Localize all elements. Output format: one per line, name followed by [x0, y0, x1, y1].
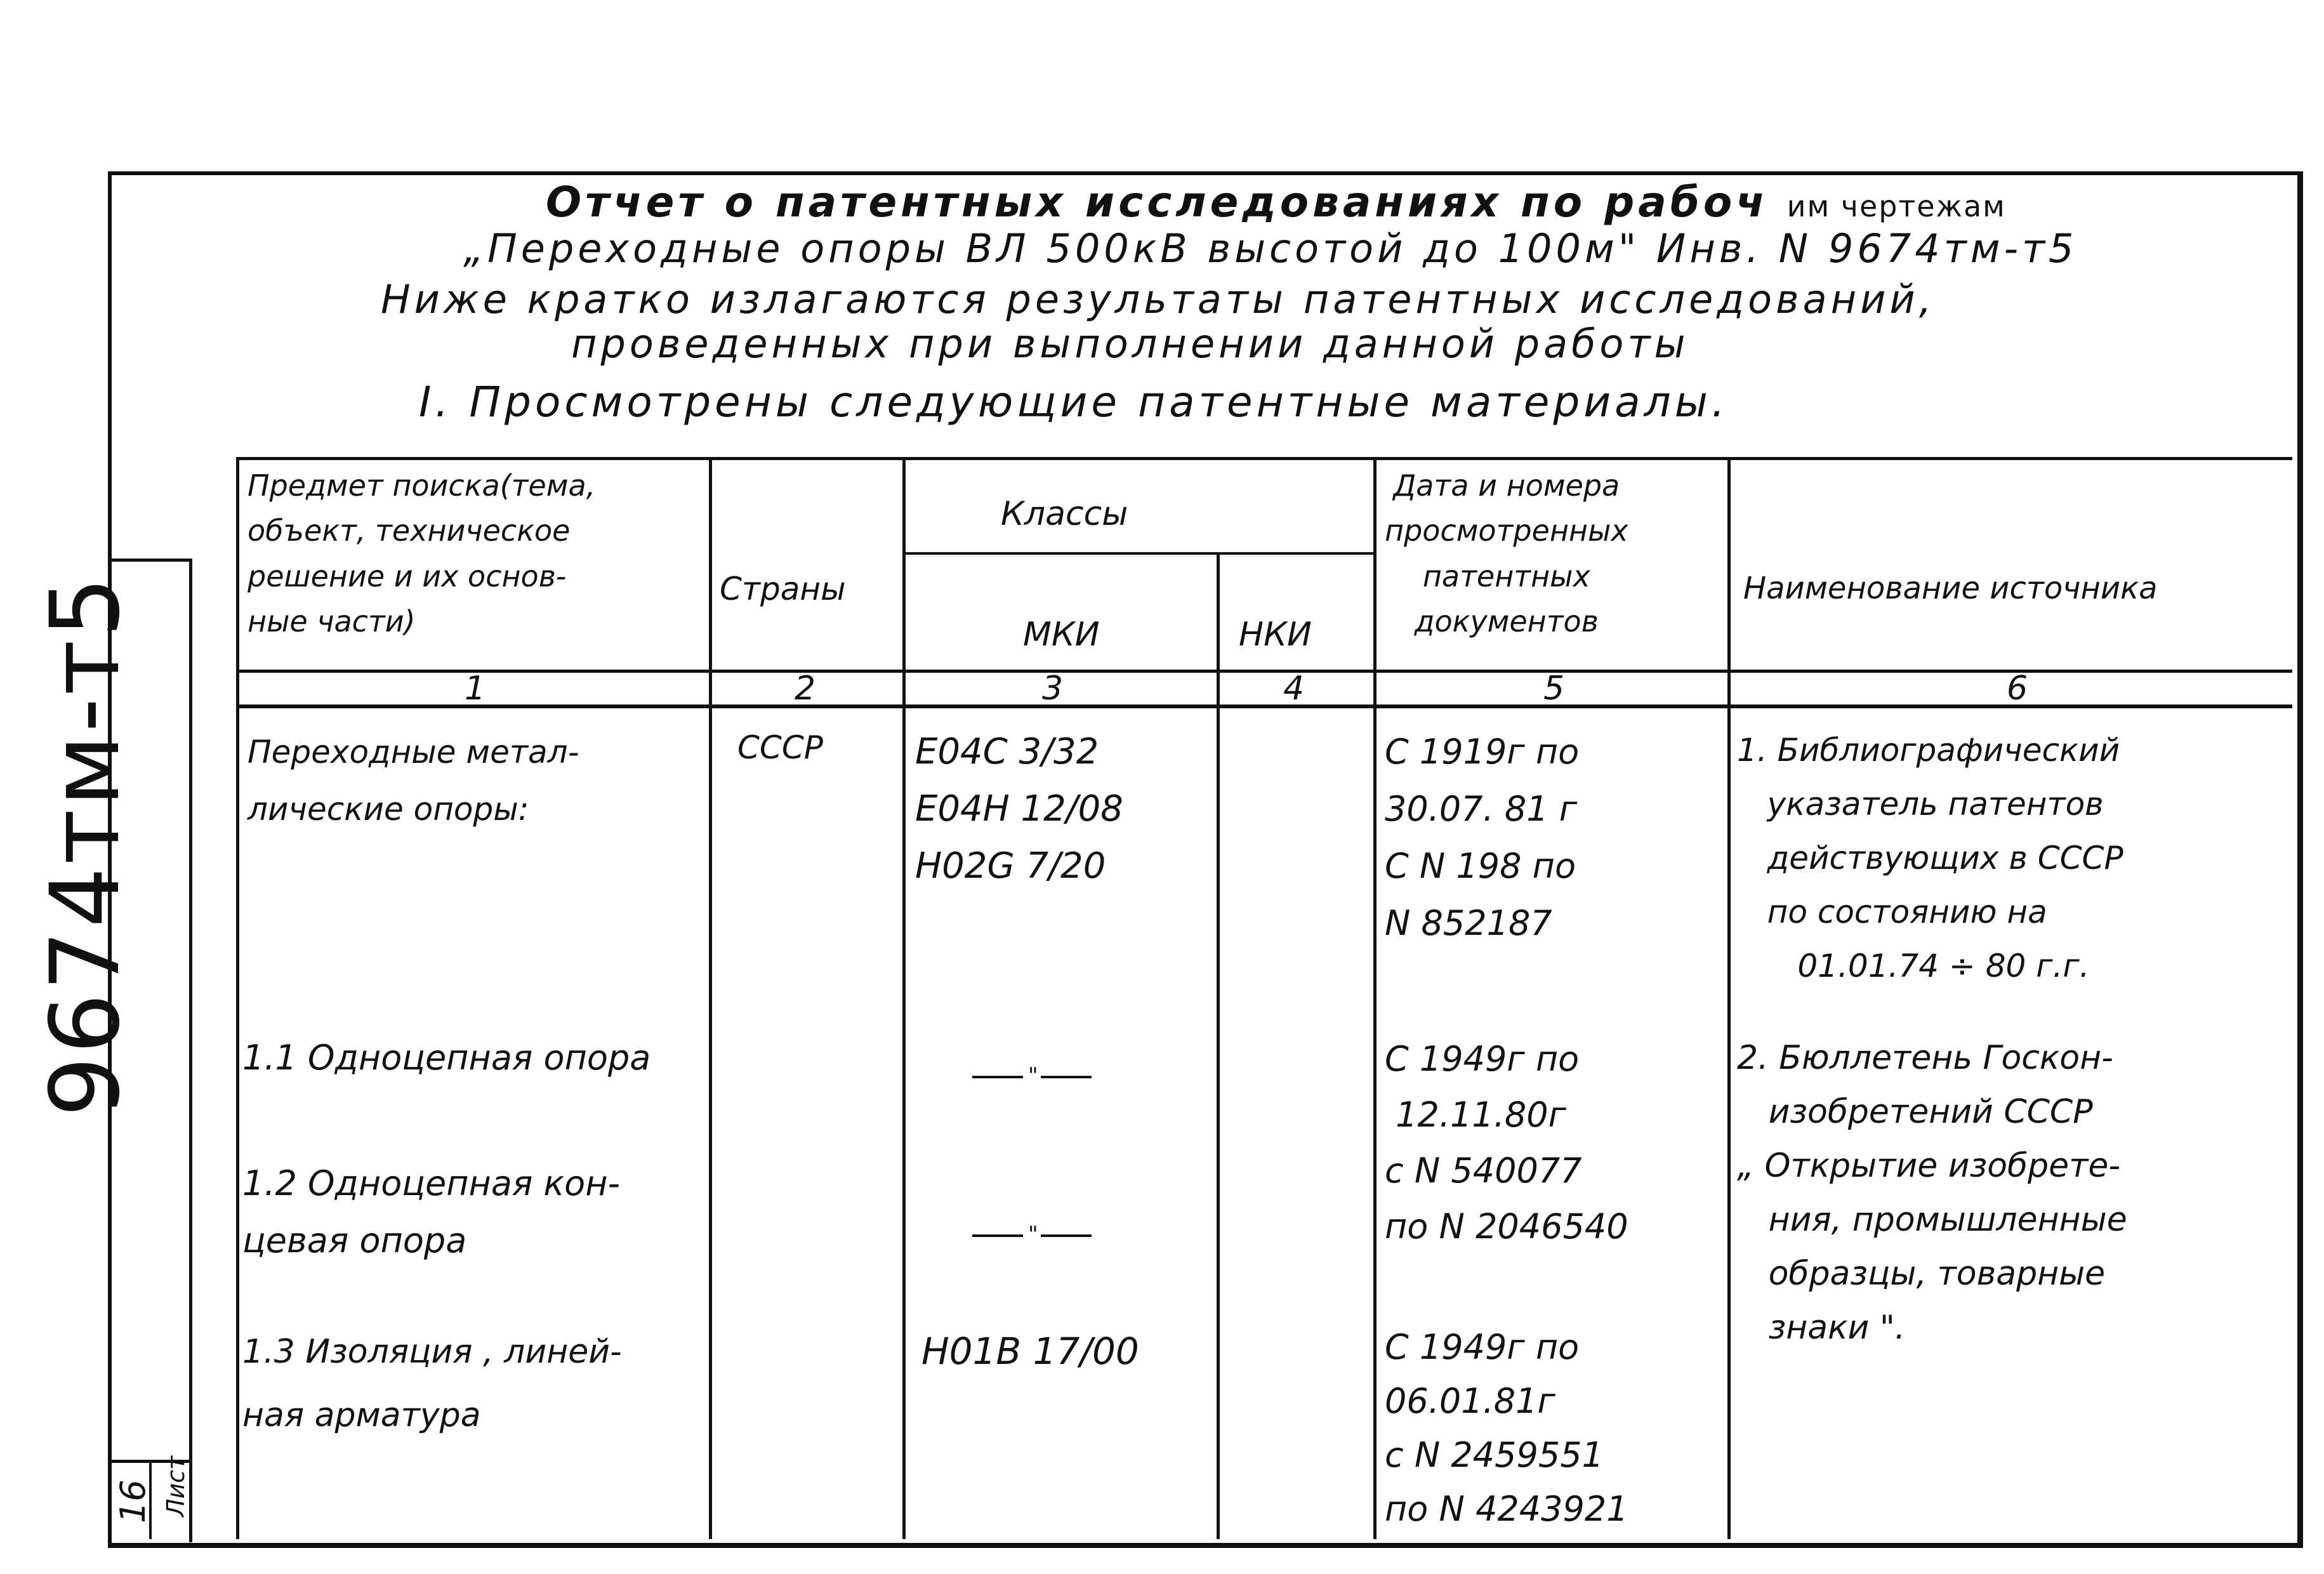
col-line-0: [236, 457, 239, 1539]
report-subject-line: „Переходные опоры ВЛ 500кВ высотой до 100м" Инв. N 9674тм-т5: [463, 225, 2078, 272]
column-number-1: 1: [465, 670, 486, 708]
row-main-classes: Е04С 3/32 Е04Н 12/08 Н02G 7/20: [915, 731, 1123, 887]
row-main-subject: Переходные метал- лические опоры:: [248, 734, 579, 828]
ditto-dash-left-1: [972, 1076, 1023, 1078]
col-line-2: [902, 457, 906, 1539]
header-classes: Классы: [1001, 495, 1128, 533]
report-title-tail: им чертежам: [1786, 189, 2006, 223]
header-mku: МКИ: [1023, 616, 1100, 654]
row-1-3-subject: 1.3 Изоляция , линей- ная арматура: [242, 1333, 622, 1434]
ditto-mark-1: ": [1028, 1063, 1038, 1088]
table-top-border: [236, 457, 2292, 460]
column-number-2: 2: [795, 670, 816, 708]
report-title: [546, 178, 2006, 227]
sheet-number: 16: [113, 1479, 153, 1523]
report-intro-line-2: проведенных при выполнении данной работы: [571, 321, 1689, 367]
header-nku: НКИ: [1239, 616, 1312, 654]
row-1-1-date: С 1949г по 12.11.80г с N 540077 по N 2046540: [1385, 1039, 1628, 1247]
sheet-label: Лист: [162, 1455, 190, 1517]
row-1-3-classes: Н01В 17/00: [921, 1330, 1139, 1373]
row-1-1-subject: 1.1 Одноцепная опора: [242, 1038, 651, 1078]
row-1-2-subject: 1.2 Одноцепная кон- цевая опора: [242, 1163, 621, 1260]
column-number-5: 5: [1543, 670, 1565, 708]
row-main-country: СССР: [737, 729, 823, 766]
ditto-mark-2: ": [1028, 1222, 1038, 1247]
ditto-dash-right-1: [1041, 1076, 1092, 1078]
header-source: Наименование источника: [1743, 571, 2158, 606]
row-source-1: 1. Библиографический указатель патентов действующих в СССР по состоянию на 01.01.74 ÷ 80 г.г.: [1737, 732, 2123, 984]
classes-subheader-line: [902, 552, 1373, 555]
col-line-3: [1217, 552, 1220, 1539]
column-numbers-line: [236, 704, 2292, 708]
col-line-1: [709, 457, 712, 1539]
header-countries: Страны: [720, 571, 846, 607]
header-date: Дата и номера просмотренных патентных документов: [1385, 468, 1628, 638]
header-subject: Предмет поиска(тема, объект, техническое решение и их основ- ные части): [248, 468, 596, 638]
ditto-dash-left-2: [972, 1234, 1023, 1237]
ditto-dash-right-2: [1041, 1234, 1092, 1237]
patent-materials-table: [236, 457, 2292, 1539]
document-code: 9674тм-т5: [30, 574, 141, 1117]
col-line-4: [1373, 457, 1377, 1539]
row-source-2: 2. Бюллетень Госкон- изобретений СССР „ Открытие изобрете- ния, промышленные образцы, товарные знаки ".: [1737, 1039, 2127, 1347]
row-1-3-date: С 1949г по 06.01.81г с N 2459551 по N 4243921: [1385, 1327, 1628, 1529]
col-line-5: [1727, 457, 1731, 1539]
column-number-6: 6: [2007, 670, 2028, 708]
column-number-3: 3: [1042, 670, 1064, 708]
report-intro-line: Ниже кратко излагаются результаты патентных исследований,: [381, 276, 1936, 322]
report-title-main: Отчет о патентных исследованиях по рабоч: [546, 178, 1769, 227]
column-number-4: 4: [1283, 670, 1305, 708]
header-bottom-line: [236, 670, 2292, 673]
section-title: I. Просмотрены следующие патентные материалы.: [419, 378, 1729, 427]
row-main-date: С 1919г по 30.07. 81 г С N 198 по N 852187: [1385, 732, 1580, 943]
